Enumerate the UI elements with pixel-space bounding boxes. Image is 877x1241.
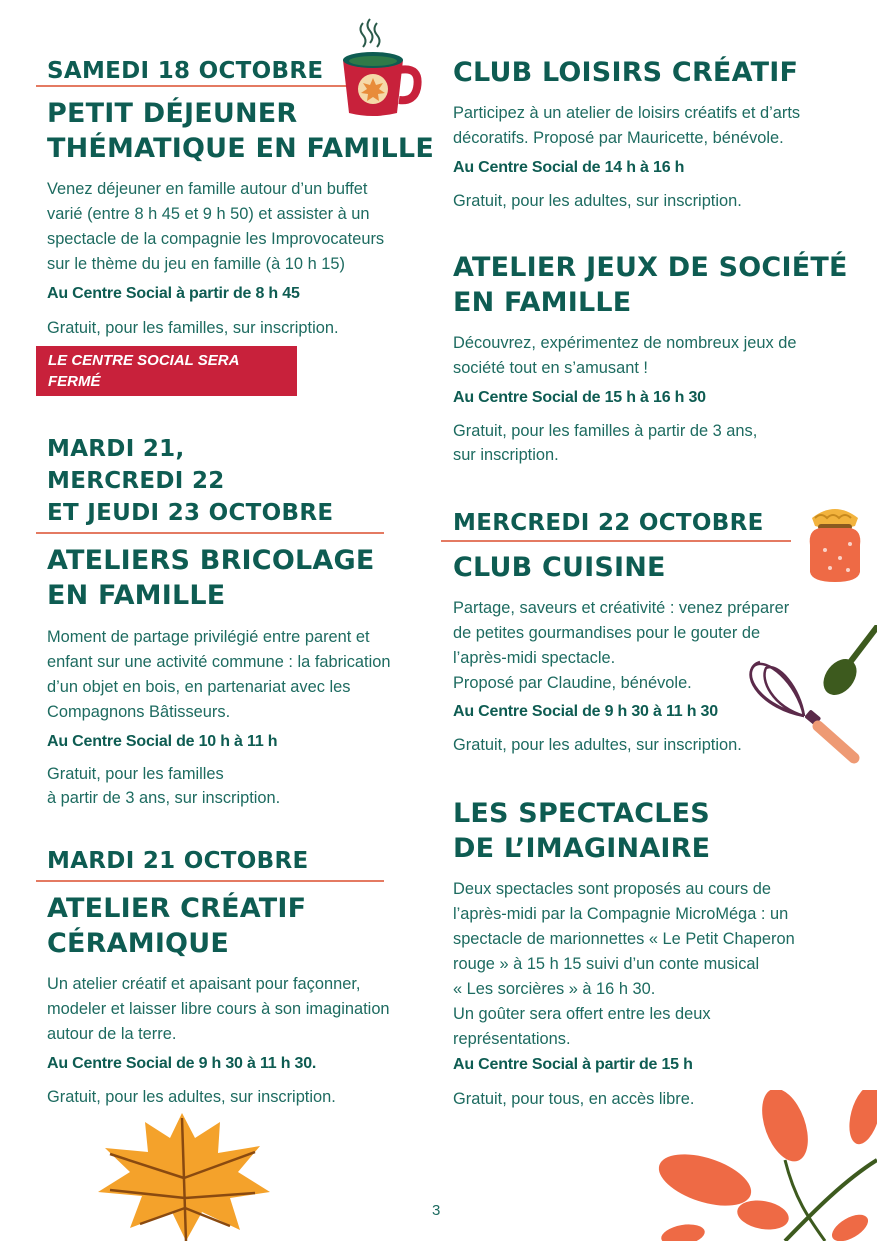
leaf-icon bbox=[90, 1108, 275, 1241]
divider bbox=[36, 85, 384, 87]
event-title bbox=[453, 250, 848, 320]
title-line: ATELIER CRÉATIF bbox=[47, 893, 307, 924]
title-line: EN FAMILLE bbox=[47, 580, 226, 611]
divider bbox=[441, 540, 791, 542]
title-line: ATELIER JEUX DE SOCIÉTÉ bbox=[453, 252, 848, 283]
date-line: MERCREDI 22 bbox=[47, 468, 225, 494]
event-location: Au Centre Social à partir de 15 h bbox=[453, 1056, 693, 1073]
event-description: Venez déjeuner en famille autour d’un buffet varié (entre 8 h 45 et 9 h 50) et assister à un spectacle de la compagnie les Improvocateurs sur le thème du jeu en famille (à 10 h 15) bbox=[47, 180, 385, 273]
event-description: Un atelier créatif et apaisant pour façonner, modeler et laisser libre cours à son imagination autour de la terre. bbox=[47, 975, 390, 1043]
date-line: ET JEUDI 23 OCTOBRE bbox=[47, 500, 334, 526]
mug-icon bbox=[333, 15, 423, 120]
event-price: Gratuit, pour tous, en accès libre. bbox=[453, 1090, 695, 1108]
closure-notice: LE CENTRE SOCIAL SERA FERMÉ LE LUNDI 20 OCTOBRE bbox=[36, 346, 297, 396]
date-heading: SAMEDI 18 OCTOBRE bbox=[47, 58, 324, 84]
page-number: 3 bbox=[432, 1202, 441, 1219]
floral-icon bbox=[645, 1090, 877, 1241]
event-price: Gratuit, pour les familles, sur inscription. bbox=[47, 319, 339, 337]
title-line: LES SPECTACLES bbox=[453, 798, 710, 829]
event-price: Gratuit, pour les adultes, sur inscription. bbox=[453, 192, 742, 210]
event-description: Moment de partage privilégié entre parent et enfant sur une activité commune : la fabrication d’un objet en bois, en partenariat avec les Compagnons Bâtisseurs. bbox=[47, 628, 391, 721]
whisk-icon bbox=[742, 658, 867, 770]
date-heading: MARDI 21 OCTOBRE bbox=[47, 848, 309, 874]
event-location: Au Centre Social de 10 h à 11 h bbox=[47, 733, 278, 750]
event-price: Gratuit, pour les familles à partir de 3 ans, sur inscription. bbox=[47, 765, 281, 807]
date-heading: MERCREDI 22 OCTOBRE bbox=[453, 510, 764, 536]
event-title bbox=[453, 796, 710, 866]
event-price: Gratuit, pour les adultes, sur inscription. bbox=[453, 736, 742, 754]
event-title: CLUB CUISINE bbox=[453, 552, 666, 583]
event-location: Au Centre Social de 15 h à 16 h 30 bbox=[453, 389, 706, 406]
event-title: CLUB LOISIRS CRÉATIF bbox=[453, 57, 799, 88]
title-line: CÉRAMIQUE bbox=[47, 928, 229, 959]
date-line: MARDI 21, bbox=[47, 436, 185, 462]
event-title bbox=[47, 891, 306, 961]
event-price: Gratuit, pour les familles à partir de 3 ans, sur inscription. bbox=[453, 422, 758, 464]
event-description: Découvrez, expérimentez de nombreux jeux de société tout en s’amusant ! bbox=[453, 334, 797, 377]
event-title bbox=[47, 543, 374, 613]
jam-jar-icon bbox=[800, 500, 870, 585]
event-location: Au Centre Social de 14 h à 16 h bbox=[453, 159, 685, 176]
event-description: Deux spectacles sont proposés au cours de l’après-midi par la Compagnie MicroMéga : un spectacle de marionnettes « Le Petit Chaperon rouge » à 15 h 15 suivi d’un conte musical « Les sorcières » à 16 h 30. Un goûter sera offert entre les deux représentations. bbox=[453, 880, 795, 1048]
title-line: THÉMATIQUE EN FAMILLE bbox=[47, 133, 434, 164]
divider bbox=[36, 880, 384, 882]
event-description: Participez à un atelier de loisirs créatifs et d’arts décoratifs. Proposé par Mauricette, bénévole. bbox=[453, 104, 801, 147]
title-line: ATELIERS BRICOLAGE bbox=[47, 545, 375, 576]
event-location: Au Centre Social de 9 h 30 à 11 h 30 bbox=[453, 703, 718, 720]
date-heading bbox=[47, 433, 333, 529]
event-description: Partage, saveurs et créativité : venez préparer de petites gourmandises pour le gouter de l’après-midi spectacle. Proposé par Claudine, bénévole. bbox=[453, 599, 790, 692]
event-location: Au Centre Social de 9 h 30 à 11 h 30. bbox=[47, 1055, 317, 1072]
title-line: EN FAMILLE bbox=[453, 287, 632, 318]
event-price: Gratuit, pour les adultes, sur inscription. bbox=[47, 1088, 336, 1106]
event-location: Au Centre Social à partir de 8 h 45 bbox=[47, 285, 300, 302]
title-line: DE L’IMAGINAIRE bbox=[453, 833, 711, 864]
title-line: PETIT DÉJEUNER bbox=[47, 98, 298, 129]
divider bbox=[36, 532, 384, 534]
